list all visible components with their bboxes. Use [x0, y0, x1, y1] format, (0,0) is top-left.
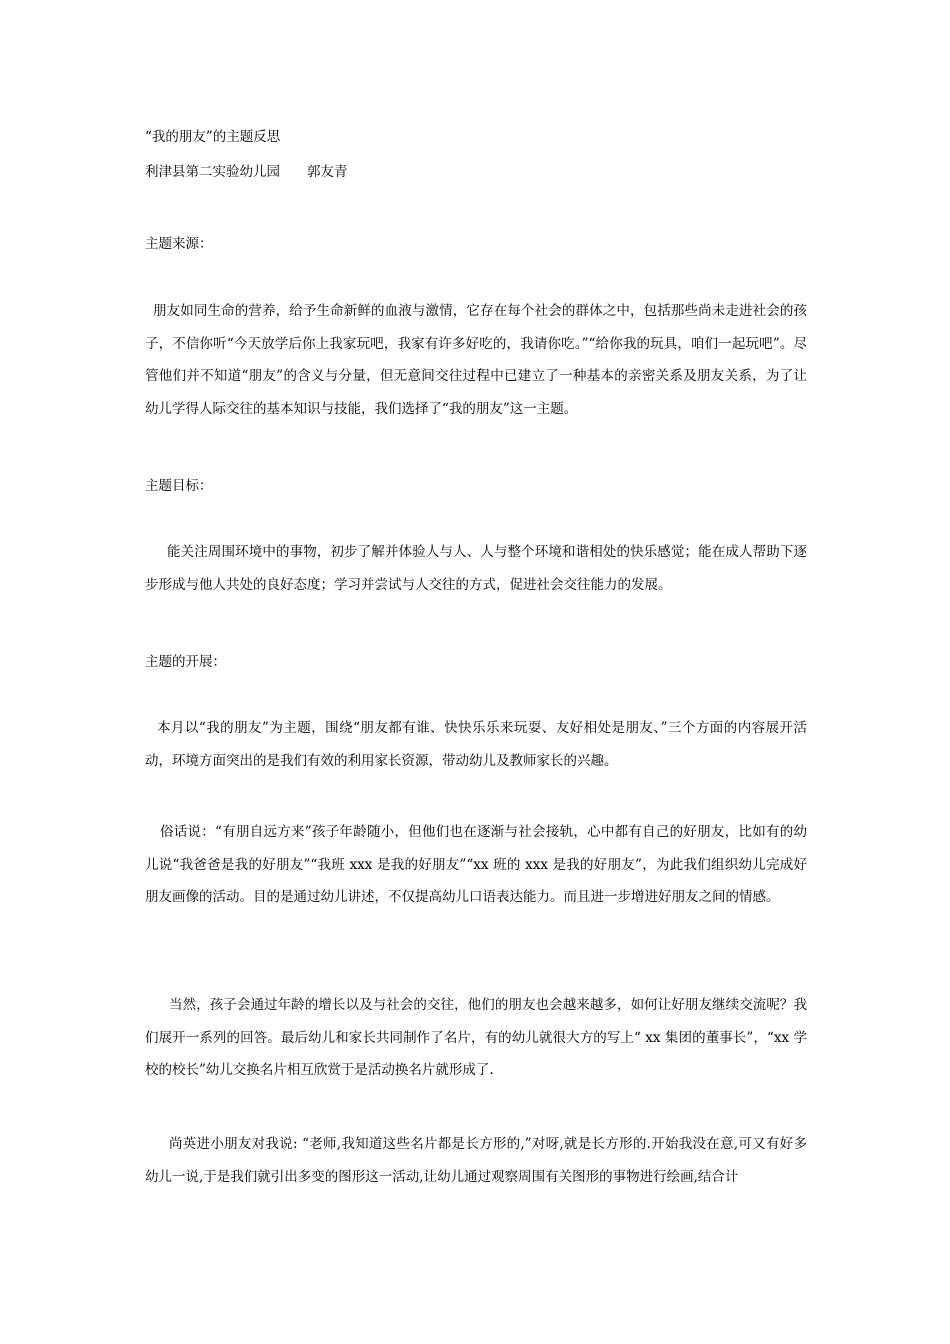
paragraph-development-1: 本月以“我的朋友”为主题，围绕“朋友都有谁、快快乐乐来玩耍、友好相处是朋友、”三个方面的内容展开活动，环境方面突出的是我们有效的利用家长资源，带动幼儿及教师家长的兴趣。 — [145, 720, 807, 769]
section-heading-development: 主题的开展： — [145, 654, 226, 670]
author-line: 利津县第二实验幼儿园 郭友青 — [145, 164, 348, 180]
paragraph-development-3: 当然，孩子会通过年龄的增长以及与社会的交往，他们的朋友也会越来越多，如何让好朋友继续交流呢？我们展开一系列的回答。最后幼儿和家长共同制作了名片，有的幼儿就很大方的写上“ xx 集团的董事长”，“xx 学校的校长”幼儿交换名片相互欣赏于是活动换名片就形成了. — [145, 997, 807, 1078]
section-heading-goals: 主题目标： — [145, 478, 213, 494]
paragraph-goals: 能关注周围环境中的事物，初步了解并体验人与人、人与整个环境和谐相处的快乐感觉；能在成人帮助下逐步形成与他人共处的良好态度；学习并尝试与人交往的方式，促进社会交往能力的发展。 — [145, 544, 807, 593]
paragraph-development-2: 俗话说：“有朋自远方来”孩子年龄随小，但他们也在逐渐与社会接轨，心中都有自己的好朋友，比如有的幼儿说“我爸爸是我的好朋友”“我班 xxx 是我的好朋友”“xx 班的 xxx 是我的好朋友”，为此我们组织幼儿完成好朋友画像的活动。目的是通过幼儿讲述，不仅提高幼儿口语表达能力。而且进一步增进好朋友之间的情感。 — [145, 824, 807, 905]
section-heading-source: 主题来源： — [145, 236, 213, 252]
document-title: “我的朋友”的主题反思 — [145, 129, 281, 145]
paragraph-source: 朋友如同生命的营养，给予生命新鲜的血液与激情，它存在每个社会的群体之中，包括那些尚未走进社会的孩子，不信你听“今天放学后你上我家玩吧，我家有许多好吃的，我请你吃。”“给你我的玩具，咱们一起玩吧”。尽管他们并不知道“朋友”的含义与分量，但无意间交往过程中已建立了一种基本的亲密关系及朋友关系，为了让 幼儿学得人际交往的基本知识与技能，我们选择了“我的朋友”这一主题。 — [145, 303, 807, 417]
paragraph-development-4: 尚英进小朋友对我说: “老师,我知道这些名片都是长方形的,”对呀,就是长方形的.开始我没在意,可又有好多幼儿一说,于是我们就引出多变的图形这一活动,让幼儿通过观察周围有关图形的事物进行绘画,结合计 — [145, 1136, 807, 1185]
